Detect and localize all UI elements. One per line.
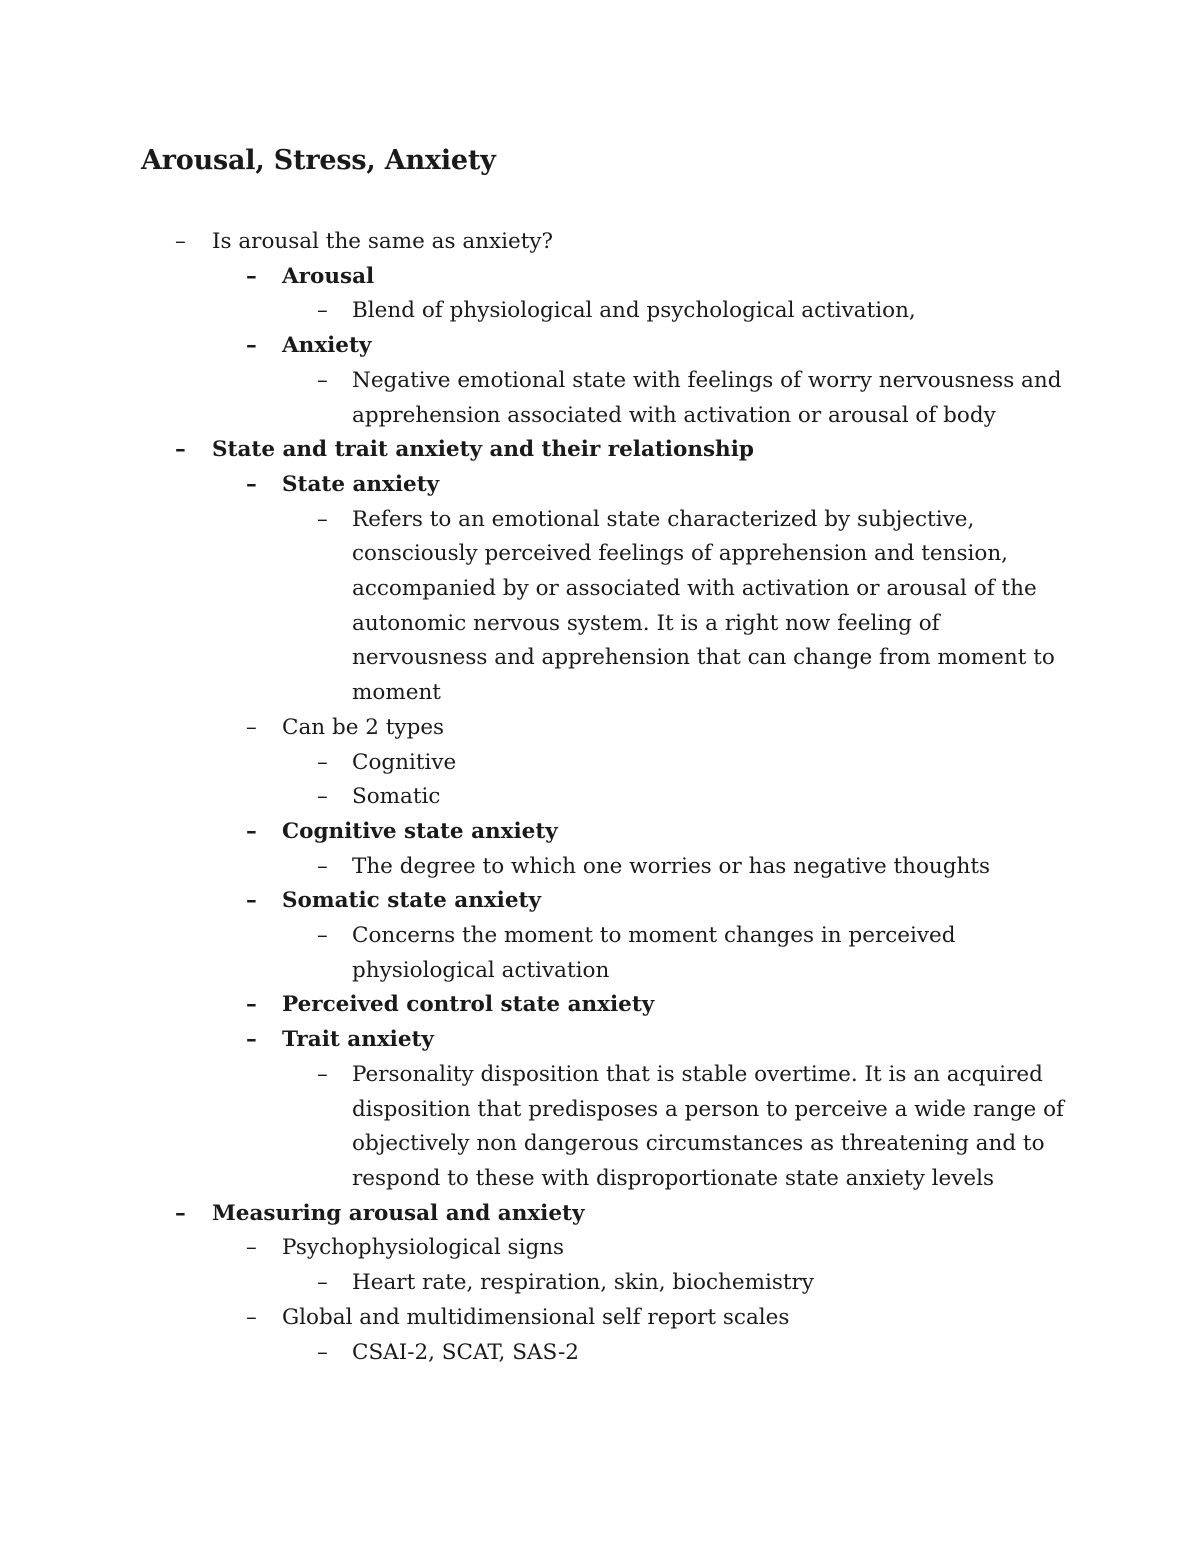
bullet-dash: – <box>246 471 257 497</box>
outline-item-level-2 <box>0 815 1200 850</box>
outline-item-text: The degree to which one worries or has negative thoughts <box>352 853 991 879</box>
bullet-dash: – <box>246 1235 257 1261</box>
outline-item-text: Is arousal the same as anxiety? <box>212 229 554 254</box>
outline-item-text: Anxiety <box>282 333 372 359</box>
outline-item-level-3 <box>0 746 1200 781</box>
outline-item-text: Cognitive <box>352 749 457 775</box>
bullet-dash: – <box>317 1339 328 1365</box>
outline-item-level-3 <box>0 294 1200 329</box>
bullet-dash: – <box>317 298 328 324</box>
bullet-dash: – <box>246 888 257 914</box>
outline-item-text: Psychophysiological signs <box>282 1235 565 1261</box>
outline-item-text: State and trait anxiety and their relationship <box>212 437 754 463</box>
bullet-dash: – <box>317 749 328 775</box>
outline-item-level-2 <box>0 988 1200 1023</box>
outline-item-text: Refers to an emotional state characterized by subjective, consciously perceived feelings of apprehension and tension, accompanied by or associated with activation or arousal of the autonomic nervous system. It is a right now feeling of nervousness and apprehension that can change from moment to moment <box>352 506 1055 706</box>
bullet-dash: – <box>317 506 328 532</box>
outline-item-level-3 <box>0 919 1200 988</box>
outline-item-text: Somatic state anxiety <box>282 888 541 914</box>
bullet-dash: – <box>317 367 328 393</box>
outline-item-level-2 <box>0 329 1200 364</box>
outline-item-level-2 <box>0 468 1200 503</box>
outline-item-level-2 <box>0 260 1200 295</box>
outline-item-text: Measuring arousal and anxiety <box>212 1200 585 1226</box>
bullet-outline <box>0 225 1200 1370</box>
bullet-dash: – <box>246 333 257 359</box>
outline-item-level-3 <box>0 364 1200 433</box>
outline-item-level-3 <box>0 1266 1200 1301</box>
outline-item-level-2 <box>0 1023 1200 1058</box>
outline-item-text: Personality disposition that is stable overtime. It is an acquired disposition that predisposes a person to perceive a wide range of objectively non dangerous circumstances as threatening and to respond to these with disproportionate state anxiety levels <box>352 1061 1064 1191</box>
bullet-dash: – <box>246 818 257 844</box>
outline-item-text: Concerns the moment to moment changes in perceived physiological activation <box>352 923 956 983</box>
outline-item-text: Somatic <box>352 784 441 810</box>
outline-item-text: Trait anxiety <box>282 1027 434 1053</box>
outline-item-text: Heart rate, respiration, skin, biochemistry <box>352 1270 814 1296</box>
outline-item-level-3 <box>0 850 1200 885</box>
bullet-dash: – <box>246 714 257 740</box>
document-title: Arousal, Stress, Anxiety <box>141 145 496 176</box>
outline-item-level-1 <box>0 225 1200 260</box>
outline-item-text: State anxiety <box>282 471 440 497</box>
bullet-dash: – <box>246 992 257 1018</box>
bullet-dash: – <box>317 853 328 879</box>
outline-item-text: Perceived control state anxiety <box>282 992 655 1018</box>
bullet-dash: – <box>246 263 257 289</box>
outline-item-level-2 <box>0 884 1200 919</box>
bullet-dash: – <box>246 1304 257 1330</box>
outline-item-level-3 <box>0 1058 1200 1197</box>
outline-item-text: Negative emotional state with feelings of worry nervousness and apprehension associated with activation or arousal of body <box>352 367 1062 428</box>
outline-item-text: Blend of physiological and psychological activation, <box>352 298 916 324</box>
bullet-dash: – <box>175 1200 186 1226</box>
bullet-dash: – <box>246 1027 257 1053</box>
outline-item-level-2 <box>0 1231 1200 1266</box>
outline-item-text: Global and multidimensional self report scales <box>282 1304 790 1330</box>
outline-item-level-1 <box>0 1197 1200 1232</box>
bullet-dash: – <box>317 784 328 810</box>
outline-item-text: Cognitive state anxiety <box>282 818 558 844</box>
bullet-dash: – <box>317 923 328 949</box>
bullet-dash: – <box>175 229 186 254</box>
outline-item-level-3 <box>0 503 1200 711</box>
outline-item-text: Can be 2 types <box>282 714 445 740</box>
outline-item-text: Arousal <box>282 263 375 289</box>
outline-item-text: CSAI-2, SCAT, SAS-2 <box>352 1339 579 1365</box>
bullet-dash: – <box>317 1061 328 1087</box>
bullet-dash: – <box>317 1270 328 1296</box>
bullet-dash: – <box>175 437 186 463</box>
outline-item-level-2 <box>0 711 1200 746</box>
outline-item-level-2 <box>0 1301 1200 1336</box>
outline-item-level-3 <box>0 780 1200 815</box>
outline-item-level-3 <box>0 1336 1200 1371</box>
outline-item-level-1 <box>0 433 1200 468</box>
